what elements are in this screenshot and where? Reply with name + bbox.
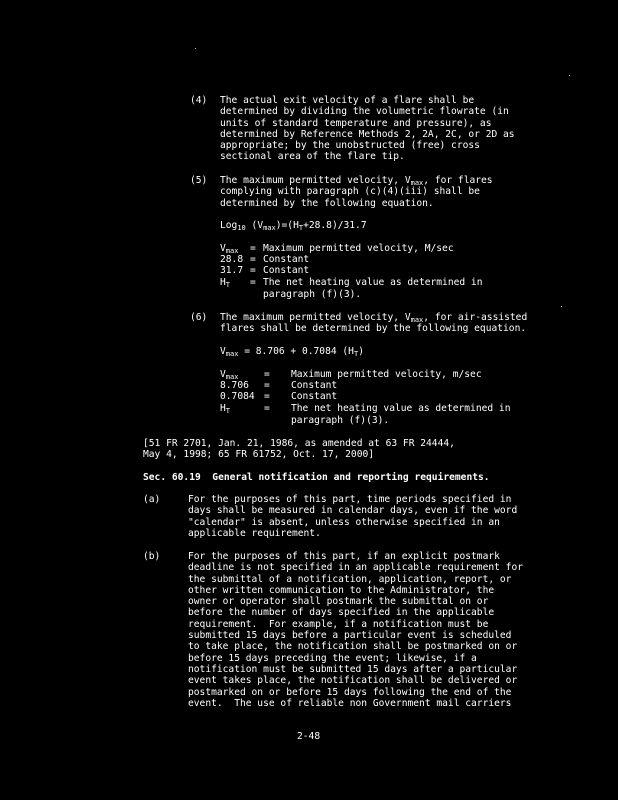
def-equals: = (250, 243, 256, 254)
text-line: sectional area of the flare tip. (220, 151, 405, 163)
text-line: postmarked on or before 15 days following the end of the (188, 686, 512, 698)
eq-part: V (220, 346, 226, 357)
def-equals: = (250, 265, 256, 276)
def-symbol: 28.8 (220, 254, 244, 265)
def-symbol: $H_T$ (220, 277, 230, 289)
text-line: units of standard temperature and pressure), as (220, 117, 492, 129)
eq-part: (V (245, 220, 264, 231)
def-text: Constant (291, 391, 338, 402)
def-text-continued: paragraph (f)(3). (263, 289, 362, 300)
text-line: For the purposes of this part, if an explicit postmark (188, 551, 500, 562)
citation (143, 438, 455, 461)
text-line: days shall be measured in calendar days, even if the word (188, 505, 518, 517)
text-line: applicable requirement. (188, 527, 321, 539)
def-equals: = (250, 254, 256, 265)
text-line: For the purposes of this part, time periods specified in (188, 494, 512, 505)
text-fragment: The maximum permitted velocity, V (220, 175, 411, 186)
section-heading: Sec. 60.19 General notification and reporting requirements. (143, 472, 490, 483)
def-text: The net heating value as determined in (291, 403, 511, 414)
def-equals: = (264, 369, 270, 380)
text-line: the submittal of a notification, application, report, or (188, 573, 512, 585)
scan-speck (569, 75, 570, 76)
subscript: max (263, 224, 276, 232)
def-symbol: 31.7 (220, 265, 244, 276)
def-text: Constant (291, 380, 338, 391)
text-line: determined by the following equation. (220, 197, 434, 209)
text-line: determined by Reference Methods 2, 2A, 2C, or 2D as (220, 128, 515, 140)
text-line: event. The use of reliable non Government mail carriers (188, 697, 512, 709)
text-line: owner or operator shall postmark the submittal on or (188, 596, 489, 608)
scan-speck (195, 48, 196, 49)
item-6-label: (6) (190, 312, 208, 323)
def-equals: = (264, 391, 270, 402)
text-line: The actual exit velocity of a flare shall be (220, 95, 475, 106)
subscript: 10 (237, 224, 246, 232)
text-line: event takes place, the notification shall be delivered or (188, 675, 518, 687)
def-symbol: 8.706 (220, 380, 249, 391)
text-line: [51 FR 2701, Jan. 21, 1986, as amended at 63 FR 24444, (143, 438, 455, 449)
text-line: before 15 days preceding the event; likewise, if a (188, 652, 477, 664)
text-line: "calendar" is absent, unless otherwise specified in an (188, 516, 500, 528)
def-equals: = (264, 380, 270, 391)
def-symbol: $V_{max}$ (220, 243, 239, 255)
text-line (220, 312, 527, 323)
scan-speck (561, 306, 562, 307)
text-line: determined by dividing the volumetric flowrate (in (220, 106, 509, 118)
text-line: before the number of days specified in the applicable (188, 607, 495, 619)
text-line: flares shall be determined by the following equation. (220, 323, 527, 335)
item-4-text (220, 95, 515, 163)
item-b-text (188, 551, 523, 709)
eq-part: ) (358, 346, 364, 357)
text-line: other written communication to the Administrator, the (188, 584, 495, 596)
text-line: requirement. For example, if a notification must be (188, 618, 489, 630)
def-text: Maximum permitted velocity, M/sec (263, 243, 454, 254)
text-fragment: The maximum permitted velocity, V (220, 312, 411, 323)
text-fragment: , for flares (423, 175, 493, 186)
subscript: T (298, 224, 304, 232)
subscript: max (225, 350, 239, 358)
def-text: Maximum permitted velocity, m/sec (291, 369, 482, 380)
item-b-label: (b) (143, 551, 161, 562)
def-text-continued: paragraph (f)(3). (291, 415, 390, 426)
def-symbol: $H_T$ (220, 403, 230, 415)
subscript: max (410, 179, 424, 187)
def-text: Constant (263, 254, 310, 265)
eq-part: Log (220, 220, 238, 231)
text-line: complying with paragraph (c)(4)(iii) shall be (220, 186, 480, 198)
text-line: May 4, 1998; 65 FR 61752, Oct. 17, 2000] (143, 449, 375, 461)
page-number: 2-48 (297, 731, 321, 742)
eq-part: )=(H (275, 220, 299, 231)
item-4-label: (4) (190, 95, 208, 106)
def-text: Constant (263, 265, 310, 276)
def-text: The net heating value as determined in (263, 277, 483, 288)
item-a-label: (a) (143, 494, 161, 505)
text-line: notification must be submitted 15 days after a particular (188, 663, 518, 675)
text-line: appropriate; by the unobstructed (free) cross (220, 140, 480, 152)
text-line: to take place, the notification shall be postmarked on or (188, 641, 518, 653)
def-equals: = (250, 277, 256, 288)
item-6-text (220, 312, 527, 335)
equation-5 (220, 220, 367, 231)
def-symbol: $V_{max}$ (220, 369, 239, 381)
eq-part: +28.8)/31.7 (303, 220, 367, 231)
eq-part: = 8.706 + 0.7084 (H (238, 346, 354, 357)
text-line: submitted 15 days before a particular event is scheduled (188, 630, 512, 642)
def-equals: = (264, 403, 270, 414)
subscript: T (353, 350, 359, 358)
def-symbol: 0.7084 (220, 391, 255, 402)
item-5-label: (5) (190, 175, 208, 186)
equation-6 (220, 346, 364, 357)
item-a-text (188, 494, 517, 539)
item-5-text (220, 175, 493, 209)
subscript: max (410, 316, 424, 324)
text-line (220, 175, 493, 186)
text-line: deadline is not specified in an applicable requirement for (188, 562, 524, 574)
text-fragment: , for air-assisted (423, 312, 528, 323)
